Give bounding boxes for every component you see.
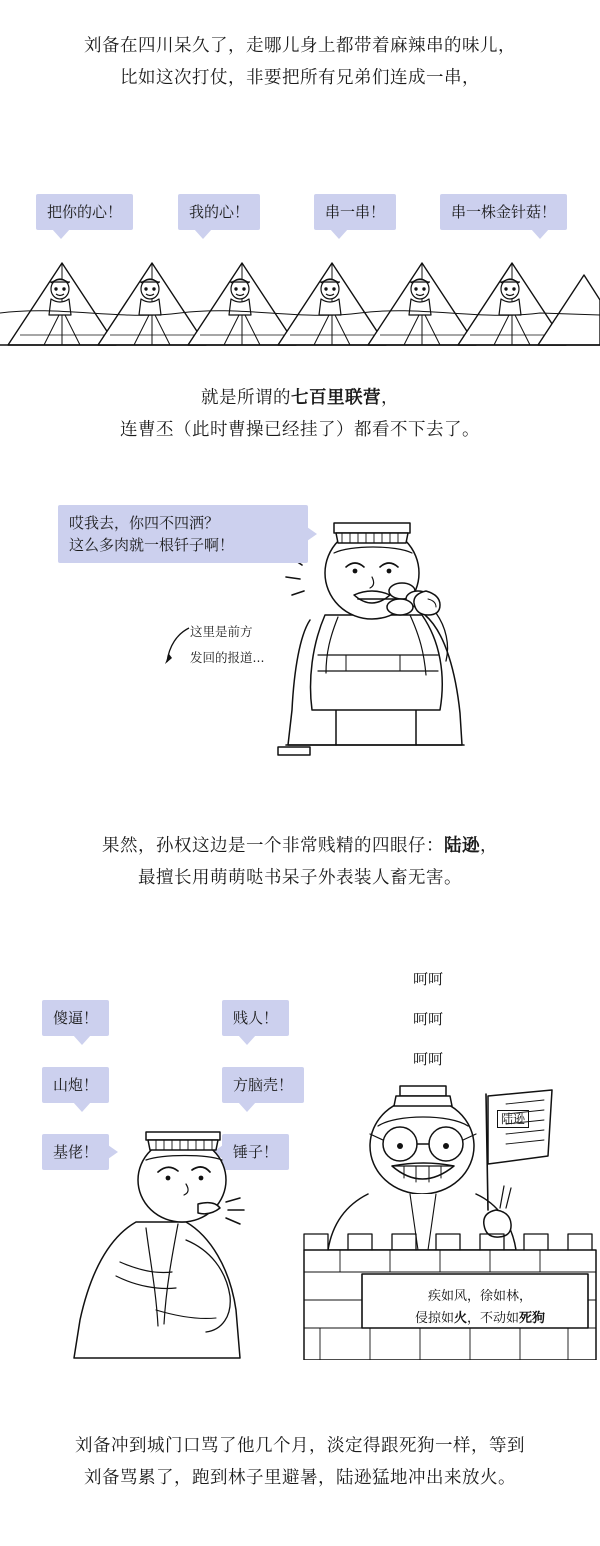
flag-label: 陆逊 [497,1110,529,1128]
banner-text-part: 侵掠如 [414,1311,454,1326]
narration-bold: 陆逊 [444,836,480,856]
narration-block-1 [30,30,570,94]
tent-bubble-2 [178,194,260,230]
bubble-tail-icon [52,229,70,239]
insult-text: 山炮！ [53,1076,99,1094]
narration-line: 刘备在四川呆久了，走哪儿身上都带着麻辣串的味儿， [84,36,516,56]
bubble-tail-icon [238,1035,256,1045]
narration-bold: 七百里联营 [291,388,381,408]
insult-text: 方脑壳！ [233,1076,294,1094]
tent-bubble-4 [440,194,567,230]
laugh-text-1: 呵呵 [413,970,444,988]
narration-line: 最擅长用萌萌哒书呆子外表装人畜无害。 [138,868,462,888]
insult-bubble-left-2 [42,1067,109,1103]
banner-line-1: 疾如风，徐如林， [427,1289,532,1304]
insult-bubble-right-1 [222,1000,289,1036]
narration-line: 连曹丕（此时曹操已经挂了）都看不下去了。 [120,420,480,440]
insult-text: 基佬！ [53,1143,99,1161]
insult-text: 傻逼！ [53,1009,99,1027]
laugh-text-3: 呵呵 [413,1050,444,1068]
narration-line: 刘备骂累了，跑到林子里避暑，陆逊猛地冲出来放火。 [84,1468,516,1488]
bubble-tail-icon [73,1035,91,1045]
insult-bubble-left-1 [42,1000,109,1036]
bubble-tail-icon [194,229,212,239]
insult-bubble-right-2 [222,1067,304,1103]
caopi-speech-bubble [58,505,308,563]
laugh-text-2: 呵呵 [413,1010,444,1028]
tent-bubble-4-text: 串一株金针菇！ [451,203,557,221]
narration-line: 刘备冲到城门口骂了他几个月，淡定得跟死狗一样，等到 [75,1436,525,1456]
narration-text: 就是所谓的 [201,388,291,408]
narration-line [30,382,570,414]
narration-line [30,830,570,862]
reporter-note-line-1: 这里是前方 [190,624,253,639]
tent-bubble-2-text: 我的心！ [189,203,250,221]
narration-block-4 [30,1430,570,1494]
tent-bubble-1 [36,194,133,230]
banner-highlight-dog: 死狗 [519,1311,546,1326]
caopi-bubble-line-1: 哎我去，你四不四洒？ [69,514,220,532]
narration-block-3 [30,830,570,894]
narration-text: ， [381,388,399,408]
liubei-illustration [60,1110,290,1360]
bubble-tail-icon [307,527,317,541]
reporter-note-line-2: 发回的报道... [190,650,265,665]
narration-text: 果然，孙权这边是一个非常贱精的四眼仔： [102,836,444,856]
tent-bubble-3-text: 串一串！ [325,203,386,221]
narration-line: 比如这次打仗，非要把所有兄弟们连成一串， [120,68,480,88]
insult-text: 贱人！ [233,1009,279,1027]
note-pointer-icon [163,624,191,666]
narration-block-2 [30,382,570,446]
narration-text: ， [480,836,498,856]
bubble-tail-icon [330,229,348,239]
bubble-tail-icon [531,229,549,239]
banner-highlight-fire: 火 [453,1311,467,1326]
liubei-svg [60,1110,290,1360]
tent-bubble-1-text: 把你的心！ [47,203,123,221]
caopi-bubble-line-2: 这么多肉就一根钎子啊！ [69,536,235,554]
banner-text-part: ，不动如 [467,1311,520,1326]
insult-text: 锤子！ [233,1143,279,1161]
tent-bubble-3 [314,194,396,230]
banner-line-2 [380,1308,580,1329]
